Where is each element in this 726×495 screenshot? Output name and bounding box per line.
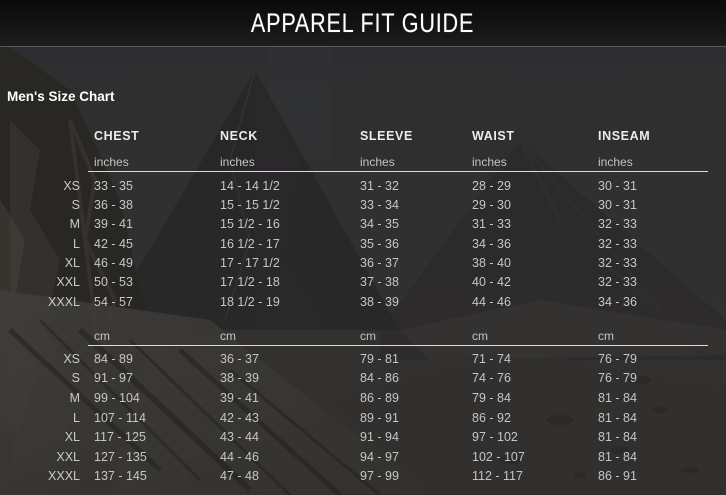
chest-value-cell: 36 - 38 — [94, 198, 133, 213]
inseam-value-cell: 30 - 31 — [598, 178, 637, 193]
neck-value-cell: 15 1/2 - 16 — [220, 217, 280, 232]
waist-value-cell: 71 - 74 — [472, 351, 511, 366]
size-label: XXL — [56, 449, 80, 464]
inseam-value-cell: 32 - 33 — [598, 217, 637, 232]
sleeve-value-cell: 89 - 91 — [360, 410, 399, 425]
cm-rows — [0, 349, 707, 486]
column-header-chest: CHEST — [94, 129, 140, 143]
size-label: S — [71, 198, 80, 213]
sleeve-value-cell: 86 - 89 — [360, 390, 399, 405]
neck-value-cell: 42 - 43 — [220, 410, 259, 425]
unit-label: inches — [94, 155, 129, 169]
chest-value-cell: 42 - 45 — [94, 236, 133, 251]
chest-value-cell: 127 - 135 — [94, 449, 147, 464]
neck-value-cell: 43 - 44 — [220, 430, 259, 445]
table-row — [0, 349, 707, 369]
sleeve-value-cell: 35 - 36 — [360, 236, 399, 251]
waist-value-cell: 79 - 84 — [472, 390, 511, 405]
table-row — [0, 369, 707, 389]
inseam-value-cell: 76 - 79 — [598, 351, 637, 366]
units-underline — [88, 171, 708, 172]
table-row — [0, 253, 707, 272]
unit-label: cm — [220, 329, 236, 343]
unit-label: cm — [94, 329, 110, 343]
chest-value-cell: 137 - 145 — [94, 469, 147, 484]
neck-value-cell: 47 - 48 — [220, 469, 259, 484]
sleeve-value-cell: 84 - 86 — [360, 371, 399, 386]
sleeve-value-cell: 97 - 99 — [360, 469, 399, 484]
sleeve-value-cell: 37 - 38 — [360, 275, 399, 290]
waist-value-cell: 34 - 36 — [472, 236, 511, 251]
neck-value-cell: 36 - 37 — [220, 351, 259, 366]
size-label: L — [73, 410, 80, 425]
page-header — [0, 0, 726, 47]
table-row — [0, 467, 707, 487]
size-label: XXXL — [48, 469, 80, 484]
unit-label: inches — [472, 155, 507, 169]
column-header-sleeve: SLEEVE — [360, 129, 413, 143]
sleeve-value-cell: 36 - 37 — [360, 256, 399, 271]
table-row — [0, 234, 707, 253]
chest-value-cell: 107 - 114 — [94, 410, 146, 425]
neck-value-cell: 14 - 14 1/2 — [220, 178, 280, 193]
size-label: XL — [64, 430, 80, 445]
waist-value-cell: 112 - 117 — [472, 469, 523, 484]
size-label: XS — [63, 351, 80, 366]
sleeve-value-cell: 38 - 39 — [360, 294, 399, 309]
section-title: Men's Size Chart — [7, 89, 115, 104]
size-label: M — [69, 217, 80, 232]
chest-value-cell: 84 - 89 — [94, 351, 133, 366]
sleeve-value-cell: 31 - 32 — [360, 178, 399, 193]
waist-value-cell: 38 - 40 — [472, 256, 511, 271]
table-row — [0, 273, 707, 292]
table-row — [0, 388, 707, 408]
chest-value-cell: 54 - 57 — [94, 294, 133, 309]
inseam-value-cell: 30 - 31 — [598, 198, 637, 213]
sleeve-value-cell: 34 - 35 — [360, 217, 399, 232]
size-label: S — [71, 371, 80, 386]
waist-value-cell: 86 - 92 — [472, 410, 511, 425]
neck-value-cell: 17 1/2 - 18 — [220, 275, 280, 290]
sleeve-value-cell: 33 - 34 — [360, 198, 399, 213]
unit-label: cm — [598, 329, 614, 343]
unit-label: cm — [360, 329, 376, 343]
column-header-row — [0, 129, 707, 143]
inches-rows — [0, 176, 707, 311]
size-label: XS — [63, 178, 80, 193]
inseam-value-cell: 32 - 33 — [598, 256, 637, 271]
neck-value-cell: 38 - 39 — [220, 371, 259, 386]
waist-value-cell: 97 - 102 — [472, 430, 518, 445]
waist-value-cell: 40 - 42 — [472, 275, 511, 290]
table-row — [0, 447, 707, 467]
table-row — [0, 408, 707, 428]
unit-label: cm — [472, 329, 488, 343]
units-row-inches — [0, 155, 707, 169]
chest-value-cell: 33 - 35 — [94, 178, 133, 193]
sleeve-value-cell: 79 - 81 — [360, 351, 399, 366]
inseam-value-cell: 34 - 36 — [598, 294, 637, 309]
units-underline — [88, 345, 708, 346]
inseam-value-cell: 76 - 79 — [598, 371, 637, 386]
neck-value-cell: 18 1/2 - 19 — [220, 294, 280, 309]
column-header-neck: NECK — [220, 129, 258, 143]
neck-value-cell: 44 - 46 — [220, 449, 259, 464]
chest-value-cell: 91 - 97 — [94, 371, 133, 386]
neck-value-cell: 39 - 41 — [220, 390, 259, 405]
size-label: XXXL — [48, 294, 80, 309]
sleeve-value-cell: 94 - 97 — [360, 449, 399, 464]
inseam-value-cell: 32 - 33 — [598, 275, 637, 290]
chest-value-cell: 50 - 53 — [94, 275, 133, 290]
unit-label: inches — [220, 155, 255, 169]
inseam-value-cell: 32 - 33 — [598, 236, 637, 251]
unit-label: inches — [360, 155, 395, 169]
units-row-cm — [0, 329, 707, 343]
sleeve-value-cell: 91 - 94 — [360, 430, 399, 445]
waist-value-cell: 44 - 46 — [472, 294, 511, 309]
table-row — [0, 176, 707, 195]
inseam-value-cell: 86 - 91 — [598, 469, 637, 484]
chest-value-cell: 46 - 49 — [94, 256, 133, 271]
column-header-waist: WAIST — [472, 129, 515, 143]
size-label: XL — [64, 256, 80, 271]
chest-value-cell: 117 - 125 — [94, 430, 146, 445]
size-label: XXL — [56, 275, 80, 290]
table-row — [0, 292, 707, 311]
inseam-value-cell: 81 - 84 — [598, 410, 637, 425]
page-title: APPAREL FIT GUIDE — [251, 7, 475, 38]
inseam-value-cell: 81 - 84 — [598, 430, 637, 445]
waist-value-cell: 102 - 107 — [472, 449, 525, 464]
inseam-value-cell: 81 - 84 — [598, 449, 637, 464]
chest-value-cell: 99 - 104 — [94, 390, 140, 405]
neck-value-cell: 16 1/2 - 17 — [220, 236, 280, 251]
unit-label: inches — [598, 155, 633, 169]
inseam-value-cell: 81 - 84 — [598, 390, 637, 405]
waist-value-cell: 29 - 30 — [472, 198, 511, 213]
size-label: M — [69, 390, 80, 405]
neck-value-cell: 17 - 17 1/2 — [220, 256, 280, 271]
size-label: L — [73, 236, 80, 251]
waist-value-cell: 28 - 29 — [472, 178, 511, 193]
column-header-inseam: INSEAM — [598, 129, 651, 143]
table-row — [0, 215, 707, 234]
waist-value-cell: 31 - 33 — [472, 217, 511, 232]
table-row — [0, 427, 707, 447]
waist-value-cell: 74 - 76 — [472, 371, 511, 386]
chest-value-cell: 39 - 41 — [94, 217, 133, 232]
neck-value-cell: 15 - 15 1/2 — [220, 198, 280, 213]
table-row — [0, 195, 707, 214]
